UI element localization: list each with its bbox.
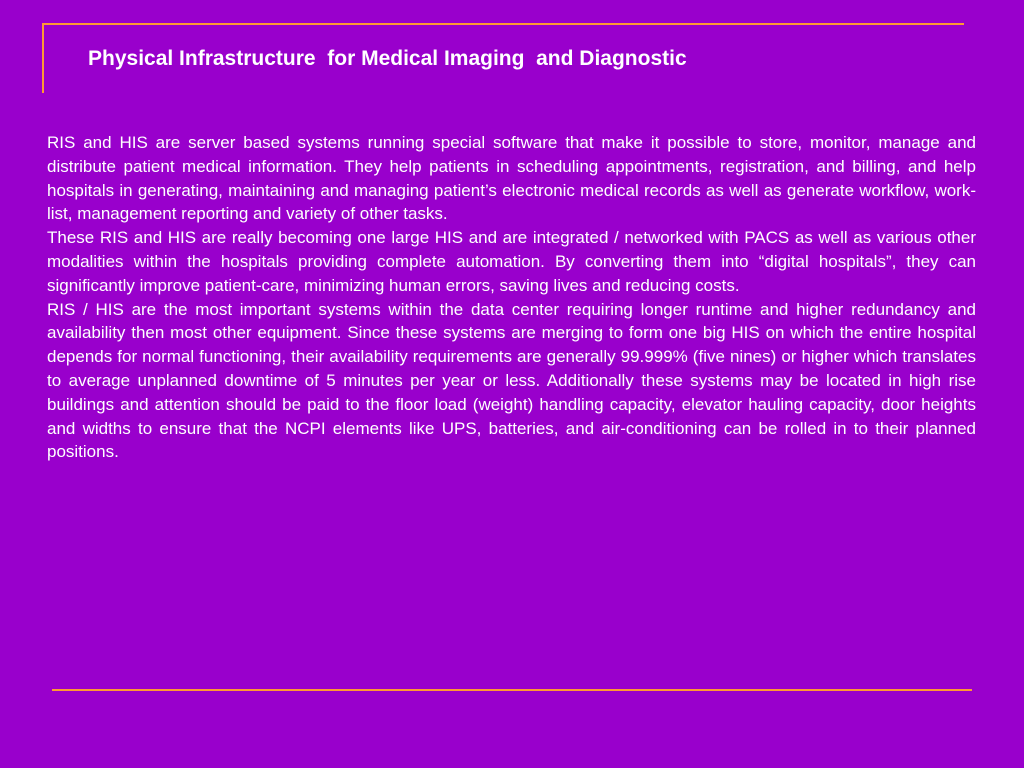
top-accent-rule — [42, 23, 964, 25]
bottom-accent-rule — [52, 689, 972, 691]
body-paragraph: RIS / HIS are the most important systems within the data center requiring longer runtime and higher redundancy and availability then most other equipment. Since these systems are merging to form one big HIS on which the entire hospital depends for normal functioning, their availability requirements are generally 99.999% (five nines) or higher which translates to average unplanned downtime of 5 minutes per year or less. Additionally these systems may be located in high rise buildings and attention should be paid to the floor load (weight) handling capacity, elevator hauling capacity, door heights and widths to ensure that the NCPI elements like UPS, batteries, and air-conditioning can be rolled in to their planned positions. — [47, 299, 976, 462]
slide-body — [47, 131, 976, 464]
body-paragraph: These RIS and HIS are really becoming one large HIS and are integrated / networked with PACS as well as various other modalities within the hospitals providing complete automation. By converting them into “digital hospitals”, they can significantly improve patient-care, minimizing human errors, saving lives and reducing costs. — [47, 228, 976, 295]
body-paragraph: RIS and HIS are server based systems running special software that make it possible to store, monitor, manage and distribute patient medical information. They help patients in scheduling appointments, registration, and billing, and help hospitals in generating, maintaining and managing patient’s electronic medical records as well as generate workflow, work-list, management reporting and variety of other tasks. — [47, 133, 976, 224]
left-accent-rule — [42, 23, 44, 93]
slide-title: Physical Infrastructure for Medical Imaging and Diagnostic — [88, 47, 687, 70]
